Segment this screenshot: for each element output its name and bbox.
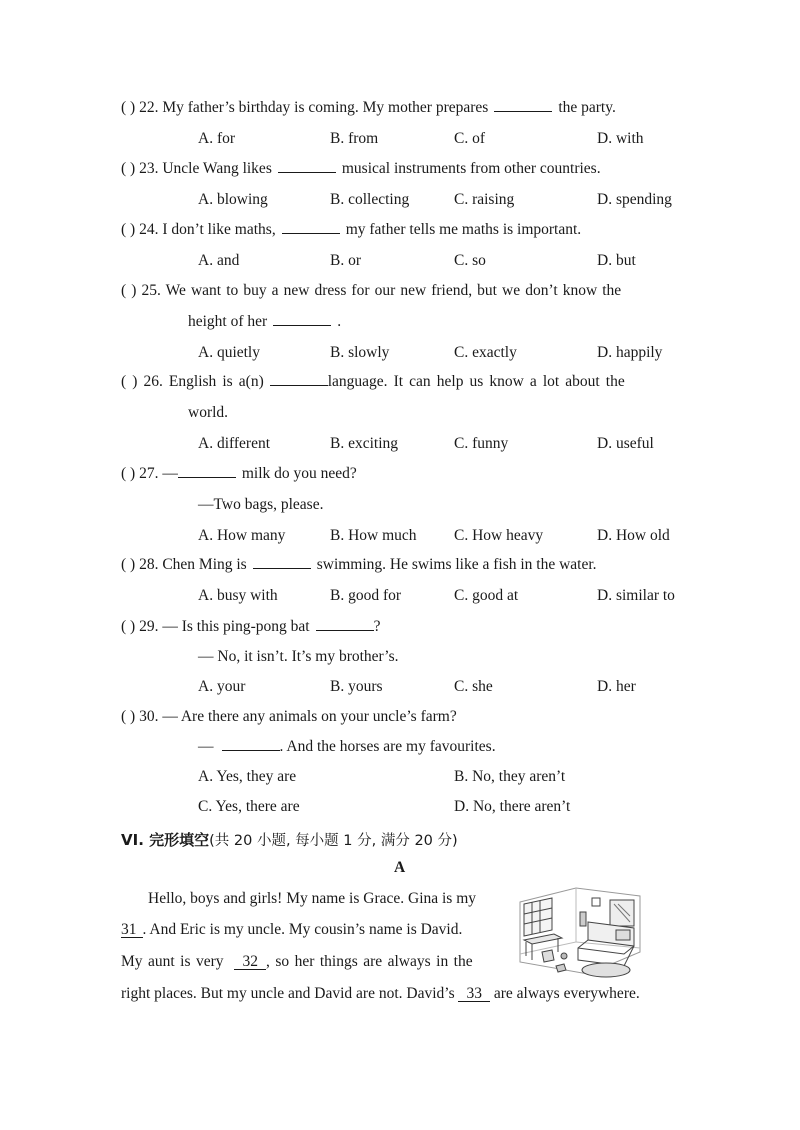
messy-room-illustration bbox=[518, 882, 642, 980]
part-label: A bbox=[394, 859, 406, 876]
question-29-stem: ( ) 29. — Is this ping-pong bat ? bbox=[121, 618, 381, 635]
blank-31[interactable]: 31 bbox=[121, 923, 143, 938]
option-c: C. of bbox=[454, 130, 485, 147]
option-b: B. or bbox=[330, 252, 361, 269]
option-a: A. and bbox=[198, 252, 240, 269]
option-d: D. useful bbox=[597, 435, 654, 452]
answer-blank[interactable] bbox=[494, 99, 552, 112]
question-24-stem: ( ) 24. I don’t like maths, my father tells me maths is important. bbox=[121, 221, 582, 238]
question-27-stem: ( ) 27. — milk do you need? bbox=[121, 465, 357, 482]
option-d: D. her bbox=[597, 678, 636, 695]
answer-blank[interactable] bbox=[178, 465, 236, 478]
passage-line-3: My aunt is very 32 , so her things are always in the bbox=[121, 953, 473, 970]
question-22-stem: ( ) 22. My father’s birthday is coming. My mother prepares the party. bbox=[121, 99, 616, 116]
option-a: A. your bbox=[198, 678, 246, 695]
option-b: B. good for bbox=[330, 587, 402, 604]
section-heading: VI. 完形填空(共 20 小题, 每小题 1 分, 满分 20 分) bbox=[121, 831, 458, 849]
answer-blank[interactable] bbox=[253, 556, 311, 569]
option-c: C. she bbox=[454, 678, 493, 695]
option-b: B. No, they aren’t bbox=[454, 768, 566, 785]
answer-blank[interactable] bbox=[282, 221, 340, 234]
question-28-stem: ( ) 28. Chen Ming is swimming. He swims like a fish in the water. bbox=[121, 556, 597, 573]
option-d: D. happily bbox=[597, 344, 663, 361]
option-d: D. spending bbox=[597, 191, 672, 208]
option-a: A. for bbox=[198, 130, 236, 147]
option-c: C. funny bbox=[454, 435, 509, 452]
option-a: A. different bbox=[198, 435, 271, 452]
option-c: C. Yes, there are bbox=[198, 798, 300, 815]
question-26-line2: world. bbox=[188, 404, 229, 421]
question-27-line2: —Two bags, please. bbox=[198, 496, 324, 513]
passage-line-1: Hello, boys and girls! My name is Grace. Gina is my bbox=[148, 890, 477, 907]
question-25-stem: ( ) 25. We want to buy a new dress for our new friend, but we don’t know the bbox=[121, 282, 622, 299]
question-23-stem: ( ) 23. Uncle Wang likes musical instruments from other countries. bbox=[121, 160, 601, 177]
passage-line-2: 31 . And Eric is my uncle. My cousin’s name is David. bbox=[121, 921, 463, 938]
question-25-line2: height of her . bbox=[188, 313, 342, 330]
answer-blank[interactable] bbox=[270, 373, 328, 386]
question-30-line2: — . And the horses are my favourites. bbox=[198, 738, 496, 755]
answer-blank[interactable] bbox=[222, 738, 280, 751]
option-c: C. good at bbox=[454, 587, 519, 604]
question-30-stem: ( ) 30. — Are there any animals on your uncle’s farm? bbox=[121, 708, 457, 725]
option-b: B. yours bbox=[330, 678, 383, 695]
option-a: A. busy with bbox=[198, 587, 278, 604]
option-b: B. slowly bbox=[330, 344, 390, 361]
option-b: B. exciting bbox=[330, 435, 399, 452]
option-d: D. similar to bbox=[597, 587, 675, 604]
option-b: B. from bbox=[330, 130, 379, 147]
option-c: C. exactly bbox=[454, 344, 517, 361]
option-c: C. raising bbox=[454, 191, 515, 208]
option-c: C. How heavy bbox=[454, 527, 544, 544]
blank-33[interactable]: 33 bbox=[458, 987, 490, 1002]
answer-blank[interactable] bbox=[278, 160, 336, 173]
option-d: D. but bbox=[597, 252, 636, 269]
option-a: A. blowing bbox=[198, 191, 268, 208]
question-29-line2: — No, it isn’t. It’s my brother’s. bbox=[198, 648, 399, 665]
option-d: D. No, there aren’t bbox=[454, 798, 571, 815]
option-d: D. with bbox=[597, 130, 644, 147]
option-a: A. How many bbox=[198, 527, 286, 544]
option-a: A. quietly bbox=[198, 344, 260, 361]
option-d: D. How old bbox=[597, 527, 670, 544]
passage-line-4: right places. But my uncle and David are not. David’s 33 are always everywhere. bbox=[121, 985, 640, 1002]
option-b: B. How much bbox=[330, 527, 417, 544]
answer-blank[interactable] bbox=[273, 313, 331, 326]
option-a: A. Yes, they are bbox=[198, 768, 297, 785]
option-c: C. so bbox=[454, 252, 486, 269]
option-b: B. collecting bbox=[330, 191, 410, 208]
answer-blank[interactable] bbox=[316, 618, 374, 631]
question-26-stem: ( ) 26. English is a(n) language. It can help us know a lot about the bbox=[121, 373, 625, 390]
blank-32[interactable]: 32 bbox=[234, 955, 266, 970]
